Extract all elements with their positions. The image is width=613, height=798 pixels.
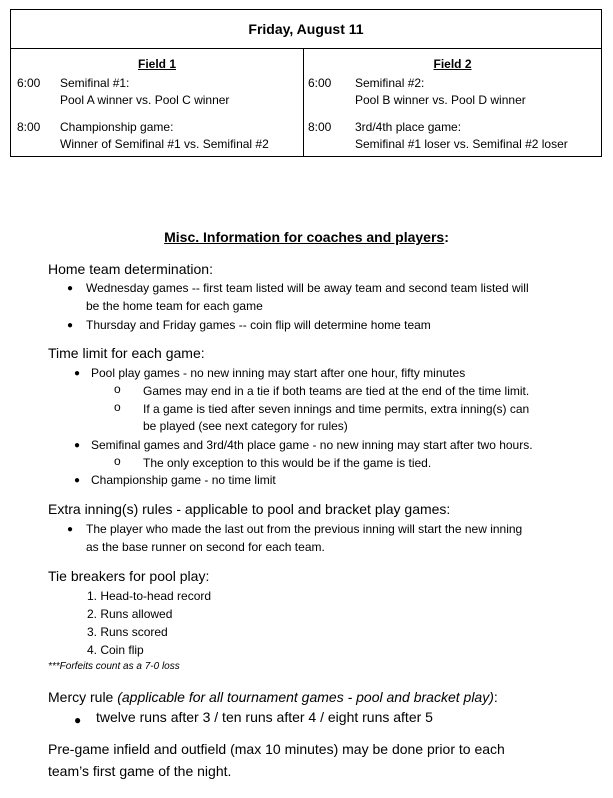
home-team-heading: Home team determination: [48, 261, 213, 277]
game-title: 3rd/4th place game: [355, 120, 462, 134]
mercy-rule-heading [48, 689, 498, 705]
forfeit-note: ***Forfeits count as a 7-0 loss [48, 661, 180, 672]
time-limit-bullet-1: Pool play games - no new inning may start after one hour, fifty minutes [91, 366, 466, 380]
time-limit-sub-1: Games may end in a tie if both teams are tied at the end of the time limit. [143, 384, 530, 398]
schedule-table [10, 9, 602, 157]
game-time: 6:00 [308, 76, 332, 90]
game-matchup: Pool B winner vs. Pool D winner [355, 93, 526, 107]
game-time: 8:00 [308, 120, 332, 134]
game-title: Semifinal #2: [355, 76, 425, 90]
mercy-rule-qualifier: (applicable for all tournament games - pool and bracket play) [117, 689, 494, 705]
time-limit-sub-2: If a game is tied after seven innings and time permits, extra inning(s) can [143, 402, 530, 416]
game-matchup: Pool A winner vs. Pool C winner [60, 93, 230, 107]
pregame-line-2: team’s first game of the night. [48, 763, 232, 779]
sub-bullet-icon: o [114, 382, 121, 396]
extra-innings-heading: Extra inning(s) rules - applicable to pool and bracket play games: [48, 501, 451, 517]
field-1-title: Field 1 [137, 57, 176, 71]
home-team-bullet-1: Wednesday games -- first team listed will be away team and second team listed will [86, 281, 529, 295]
time-limit-sub-3: The only exception to this would be if the game is tied. [143, 456, 432, 470]
misc-title [0, 229, 613, 245]
tie-breaker-item: 2. Runs allowed [87, 607, 173, 621]
field-1-column [11, 49, 304, 156]
bullet-icon: ● [67, 283, 74, 294]
misc-title-text: Misc. Information for coaches and players [164, 229, 445, 245]
tie-breaker-item: 4. Coin flip [87, 643, 144, 657]
home-team-bullet-1-cont: be the home team for each game [86, 299, 263, 313]
pregame-line-1: Pre-game infield and outfield (max 10 minutes) may be done prior to each [48, 741, 505, 757]
game-matchup: Semifinal #1 loser vs. Semifinal #2 loser [355, 137, 568, 151]
time-limit-heading: Time limit for each game: [48, 345, 205, 361]
field-2-title: Field 2 [433, 57, 472, 71]
home-team-bullet-2: Thursday and Friday games -- coin flip will determine home team [86, 318, 431, 332]
bullet-icon: ● [74, 440, 81, 451]
mercy-rule-colon: : [493, 689, 498, 705]
time-limit-sub-2-cont: be played (see next category for rules) [143, 419, 348, 433]
bullet-icon: ● [74, 368, 81, 379]
bullet-icon: ● [67, 320, 74, 331]
bullet-icon: ● [74, 475, 81, 486]
sub-bullet-icon: o [114, 400, 121, 414]
mercy-rule-label: Mercy rule [48, 689, 118, 705]
time-limit-bullet-2: Semifinal games and 3rd/4th place game - no new inning may start after two hours. [91, 438, 533, 452]
bullet-icon: ● [67, 524, 74, 535]
misc-title-colon: : [444, 229, 449, 245]
schedule-date: Friday, August 11 [11, 10, 601, 49]
extra-innings-bullet-1-cont: as the base runner on second for each team. [86, 540, 325, 554]
game-title: Semifinal #1: [60, 76, 130, 90]
sub-bullet-icon: o [114, 454, 121, 468]
tie-breaker-item: 3. Runs scored [87, 625, 168, 639]
mercy-rule-bullet: twelve runs after 3 / ten runs after 4 / eight runs after 5 [96, 709, 433, 725]
tie-breakers-heading: Tie breakers for pool play: [48, 568, 210, 584]
game-time: 6:00 [17, 76, 41, 90]
game-time: 8:00 [17, 120, 41, 134]
extra-innings-bullet-1: The player who made the last out from the previous inning will start the new inning [86, 522, 523, 536]
bullet-icon: ● [74, 713, 82, 727]
game-matchup: Winner of Semifinal #1 vs. Semifinal #2 [60, 137, 269, 151]
time-limit-bullet-3: Championship game - no time limit [91, 473, 276, 487]
field-2-column [304, 49, 601, 156]
game-title: Championship game: [60, 120, 174, 134]
tie-breaker-item: 1. Head-to-head record [87, 589, 212, 603]
